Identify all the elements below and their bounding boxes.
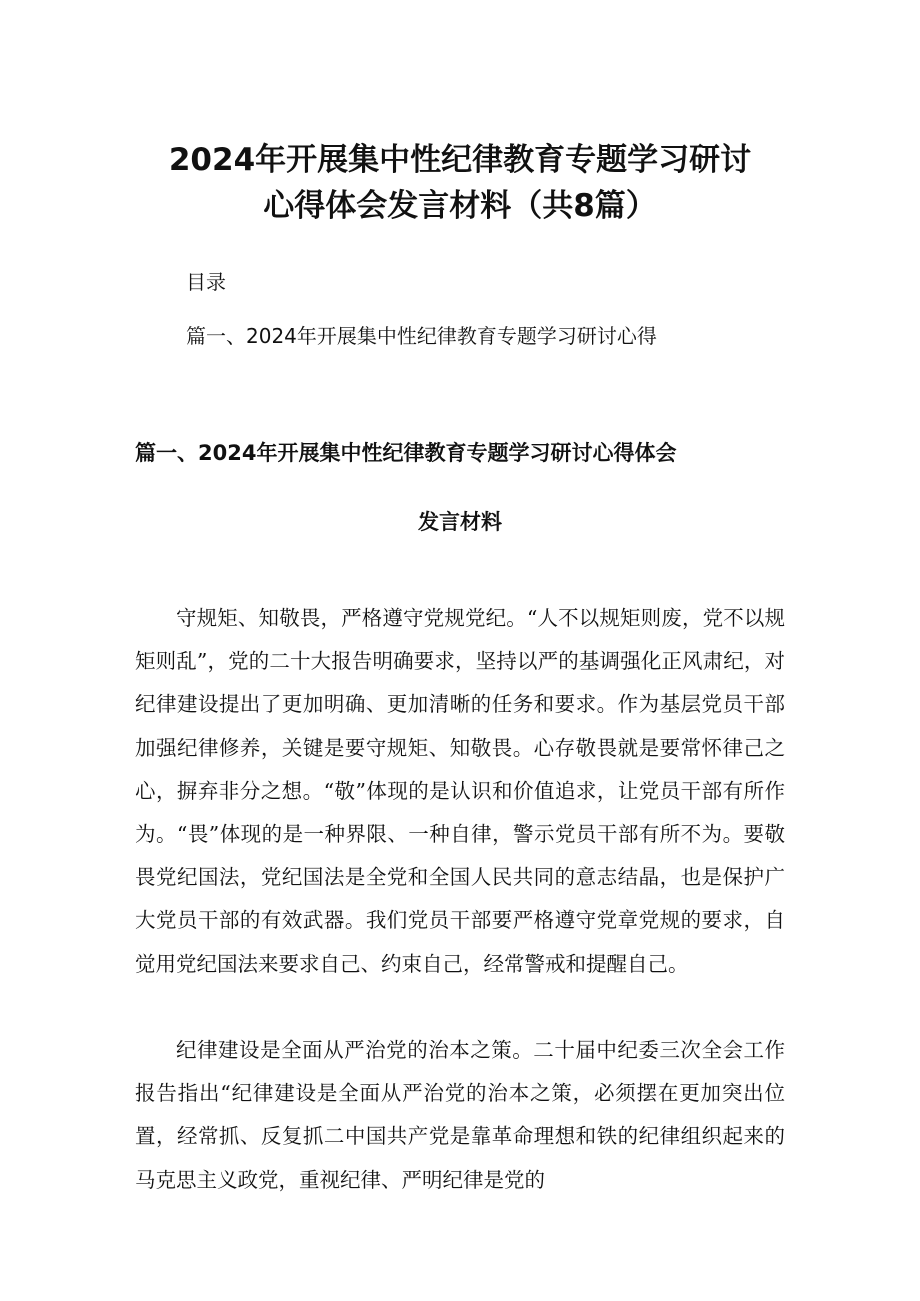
document-title-line-1: 2024年开展集中性纪律教育专题学习研讨 [168, 142, 752, 178]
section-heading-line-1: 篇一、2024年开展集中性纪律教育专题学习研讨心得体会 [135, 441, 677, 465]
toc-item-1[interactable]: 篇一、2024年开展集中性纪律教育专题学习研讨心得 [186, 324, 657, 348]
document-title-line-2: 心得体会发言材料（共8篇） [263, 188, 657, 224]
table-of-contents-heading: 目录 [186, 270, 226, 294]
body-paragraph-1: 守规矩、知敬畏，严格遵守党规党纪。“人不以规矩则废，党不以规矩则乱”，党的二十大报告明确要求，坚持以严的基调强化正风肃纪，对纪律建设提出了更加明确、更加清晰的任务和要求。作为基层党员干部加强纪律修养，关键是要守规矩、知敬畏。心存敬畏就是要常怀律己之心，摒弃非分之想。“敬”体现的是认识和价值追求，让党员干部有所作为。“畏”体现的是一种界限、一种自律，警示党员干部有所不为。要敬畏党纪国法，党纪国法是全党和全国人民共同的意志结晶，也是保护广大党员干部的有效武器。我们党员干部要严格遵守党章党规的要求，自觉用党纪国法来要求自己、约束自己，经常警戒和提醒自己。 [135, 606, 785, 976]
body-paragraph-2: 纪律建设是全面从严治党的治本之策。二十届中纪委三次全会工作报告指出“纪律建设是全面从严治党的治本之策，必须摆在更加突出位置，经常抓、反复抓二中国共产党是靠革命理想和铁的纪律组织起来的马克思主义政党，重视纪律、严明纪律是党的 [135, 1038, 785, 1192]
section-heading-line-2: 发言材料 [418, 510, 502, 534]
